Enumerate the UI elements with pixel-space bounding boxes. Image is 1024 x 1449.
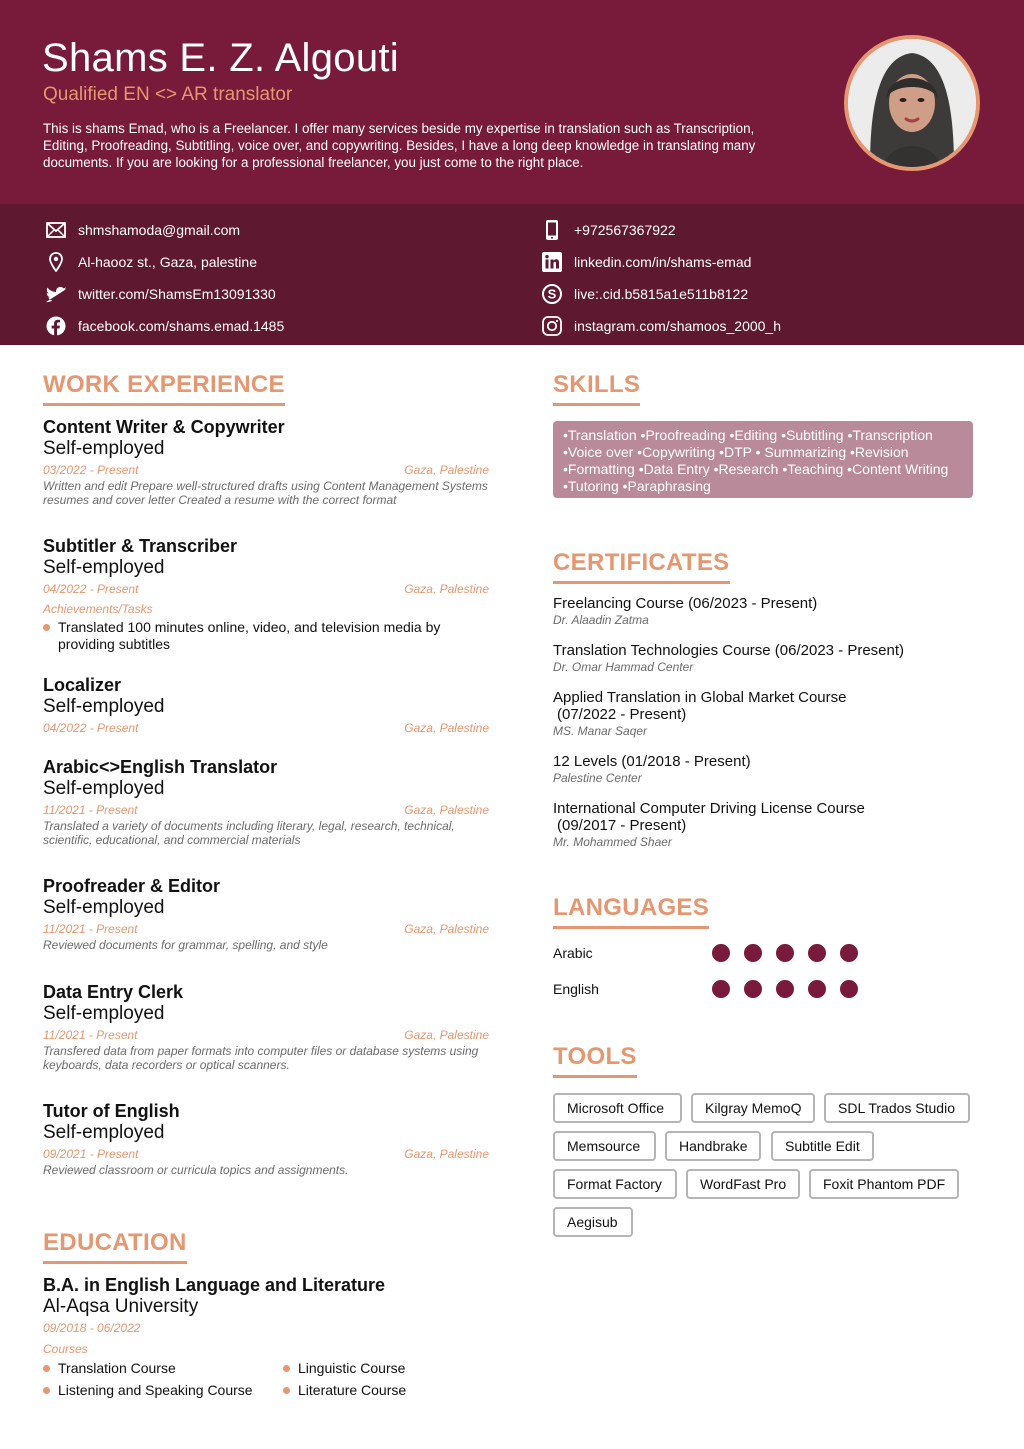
job-meta [43, 1147, 489, 1162]
job-title: Data Entry Clerk [43, 982, 184, 1002]
job-entry [43, 875, 489, 952]
job-title: Tutor of English [43, 1101, 180, 1121]
tool-tag: Microsoft Office [553, 1093, 682, 1123]
degree-title: B.A. in English Language and Literature [43, 1275, 386, 1295]
language-name: English [553, 981, 599, 997]
job-location: Gaza, Palestine [404, 1028, 489, 1042]
job-description: Reviewed classroom or curricula topics and assignments. [43, 1163, 349, 1177]
job-company: Self-employed [43, 897, 165, 918]
certificate-issuer: Palestine Center [553, 771, 642, 785]
contact-phone[interactable] [541, 219, 676, 241]
language-level [712, 944, 858, 962]
certificate-title: Translation Technologies Course (06/2023 - Present) [553, 642, 905, 659]
certificate-title: Applied Translation in Global Market Course [553, 689, 847, 706]
job-meta [43, 582, 489, 597]
course-item: Listening and Speaking Course [43, 1382, 253, 1399]
contact-address [45, 251, 257, 273]
job-entry [43, 1100, 489, 1177]
facebook-text: facebook.com/shams.emad.1485 [78, 318, 285, 334]
certificate-issuer: Mr. Mohammed Shaer [553, 835, 672, 849]
job-title: Subtitler & Transcriber [43, 536, 238, 556]
job-entry [43, 535, 489, 653]
avatar-icon [848, 39, 976, 167]
job-meta [43, 1028, 489, 1043]
course-item: Translation Course [43, 1360, 176, 1377]
job-description: Written and edit Prepare well-structured drafts using Content Management Systems resumes and cover letter Created a resume with the correct format [43, 479, 488, 507]
certificate-dates: (09/2017 - Present) [557, 817, 687, 834]
svg-text:S: S [547, 286, 557, 302]
header [0, 0, 1024, 204]
language-level-dot [776, 944, 794, 962]
linkedin-text: linkedin.com/in/shams-emad [574, 254, 752, 270]
twitter-icon [45, 283, 67, 305]
language-row [553, 943, 873, 963]
job-entry [43, 674, 489, 736]
job-location: Gaza, Palestine [404, 922, 489, 936]
job-location: Gaza, Palestine [404, 803, 489, 817]
job-description: Reviewed documents for grammar, spelling, and style [43, 938, 328, 952]
education-date: 09/2018 - 06/2022 [43, 1321, 141, 1335]
language-level-dot [808, 944, 826, 962]
phone-text: +972567367922 [574, 222, 676, 238]
email-text: shmshamoda@gmail.com [78, 222, 241, 238]
contact-instagram[interactable] [541, 315, 781, 337]
job-company: Self-employed [43, 778, 165, 799]
tool-tag: Kilgray MemoQ [691, 1093, 815, 1123]
job-achievements-label: Achievements/Tasks [43, 602, 153, 616]
job-title: Content Writer & Copywriter [43, 417, 285, 437]
certificate-item [553, 642, 973, 674]
job-bullet: Translated 100 minutes online, video, and television media by providing subtitles [43, 619, 489, 653]
twitter-text: twitter.com/ShamsEm13091330 [78, 286, 276, 302]
contact-linkedin[interactable] [541, 251, 751, 273]
skills-line: •Translation •Proofreading •Editing •Subtitling •Transcription [563, 427, 933, 443]
job-meta [43, 721, 489, 736]
language-level-dot [840, 980, 858, 998]
job-location: Gaza, Palestine [404, 721, 489, 735]
contact-email[interactable] [45, 219, 240, 241]
tool-tag: Subtitle Edit [771, 1131, 874, 1161]
contact-facebook[interactable] [45, 315, 284, 337]
skills-box [553, 421, 973, 498]
job-location: Gaza, Palestine [404, 463, 489, 477]
certificate-title: Freelancing Course (06/2023 - Present) [553, 595, 818, 612]
job-company: Self-employed [43, 557, 165, 578]
instagram-text: instagram.com/shamoos_2000_h [574, 318, 782, 334]
job-location: Gaza, Palestine [404, 1147, 489, 1161]
course-item: Literature Course [283, 1382, 406, 1399]
job-entry [43, 756, 489, 847]
school-name: Al-Aqsa University [43, 1296, 199, 1317]
tool-tag: SDL Trados Studio [824, 1093, 970, 1123]
job-company: Self-employed [43, 438, 165, 459]
job-date: 11/2021 - Present [43, 1028, 138, 1042]
certificate-item [553, 689, 973, 738]
certificate-dates: (07/2022 - Present) [557, 706, 687, 723]
candidate-role: Qualified EN <> AR translator [43, 84, 293, 105]
language-level-dot [712, 980, 730, 998]
job-date: 04/2022 - Present [43, 582, 139, 596]
certificate-issuer: Dr. Omar Hammad Center [553, 660, 694, 674]
certificate-item [553, 800, 973, 849]
tool-tag: Aegisub [553, 1207, 633, 1237]
job-date: 09/2021 - Present [43, 1147, 139, 1161]
skype-icon [541, 283, 563, 305]
certificate-title: International Computer Driving License Course [553, 800, 865, 817]
tool-tag: Format Factory [553, 1169, 677, 1199]
location-pin-icon [45, 251, 67, 273]
job-meta [43, 803, 489, 818]
tool-tag: Foxit Phantom PDF [809, 1169, 959, 1199]
education-heading: EDUCATION [43, 1229, 187, 1264]
course-item: Linguistic Course [283, 1360, 405, 1377]
skype-text: live:.cid.b5815a1e511b8122 [574, 286, 749, 302]
language-level-dot [808, 980, 826, 998]
job-date: 11/2021 - Present [43, 922, 138, 936]
skills-line: •Tutoring •Paraphrasing [563, 478, 711, 494]
job-company: Self-employed [43, 1003, 165, 1024]
job-company: Self-employed [43, 696, 165, 717]
skills-line: •Formatting •Data Entry •Research •Teaching •Content Writing [563, 461, 949, 477]
facebook-icon [45, 315, 67, 337]
language-row [553, 979, 873, 999]
job-meta [43, 922, 489, 937]
job-date: 11/2021 - Present [43, 803, 138, 817]
language-name: Arabic [553, 945, 593, 961]
tool-tag: Handbrake [665, 1131, 761, 1161]
language-level-dot [840, 944, 858, 962]
address-text: Al-haooz st., Gaza, palestine [78, 254, 257, 270]
job-title: Localizer [43, 675, 122, 695]
skills-line: •Voice over •Copywriting •DTP • Summarizing •Revision [563, 444, 909, 460]
language-level [712, 980, 858, 998]
profile-photo [844, 35, 980, 171]
language-level-dot [744, 980, 762, 998]
certificate-issuer: Dr. Alaadin Zatma [553, 613, 649, 627]
job-description: Transfered data from paper formats into computer files or database systems using keyboards, data recorders or optical scanners. [43, 1044, 479, 1072]
language-level-dot [776, 980, 794, 998]
skills-heading: SKILLS [553, 371, 640, 406]
instagram-icon [541, 315, 563, 337]
mail-icon [45, 219, 67, 241]
work-experience-heading: WORK EXPERIENCE [43, 371, 285, 406]
job-location: Gaza, Palestine [404, 582, 489, 596]
job-date: 03/2022 - Present [43, 463, 139, 477]
contact-twitter[interactable] [45, 283, 276, 305]
candidate-name: Shams E. Z. Algouti [42, 36, 399, 80]
certificate-issuer: MS. Manar Saqer [553, 724, 648, 738]
certificate-item [553, 595, 973, 627]
job-date: 04/2022 - Present [43, 721, 139, 735]
job-entry [43, 416, 489, 507]
job-meta [43, 463, 489, 478]
languages-heading: LANGUAGES [553, 894, 709, 929]
language-level-dot [744, 944, 762, 962]
certificate-item [553, 753, 973, 785]
linkedin-icon [541, 251, 563, 273]
summary: This is shams Emad, who is a Freelancer. I offer many services beside my expertise in translation such as Transcription, Editing, Proofreading, Subtitling, voice over, and copywriting. Besides, I have a long deep knowledge in translating many documents. If you are looking for a professional freelancer, you just come to the right place. [43, 121, 756, 170]
certificate-title: 12 Levels (01/2018 - Present) [553, 753, 751, 770]
job-title: Proofreader & Editor [43, 876, 221, 896]
contact-bar [0, 204, 1024, 345]
phone-icon [541, 219, 563, 241]
courses-label: Courses [43, 1342, 88, 1356]
tool-tag: WordFast Pro [686, 1169, 800, 1199]
job-company: Self-employed [43, 1122, 165, 1143]
tools-heading: TOOLS [553, 1043, 637, 1078]
tool-tag: Memsource [553, 1131, 656, 1161]
job-description: Translated a variety of documents including literary, legal, research, technical, scientific, educational, and commercial materials [43, 819, 455, 847]
certificates-heading: CERTIFICATES [553, 549, 730, 584]
job-entry [43, 981, 489, 1072]
job-title: Arabic<>English Translator [43, 757, 278, 777]
contact-skype[interactable] [541, 283, 748, 305]
language-level-dot [712, 944, 730, 962]
